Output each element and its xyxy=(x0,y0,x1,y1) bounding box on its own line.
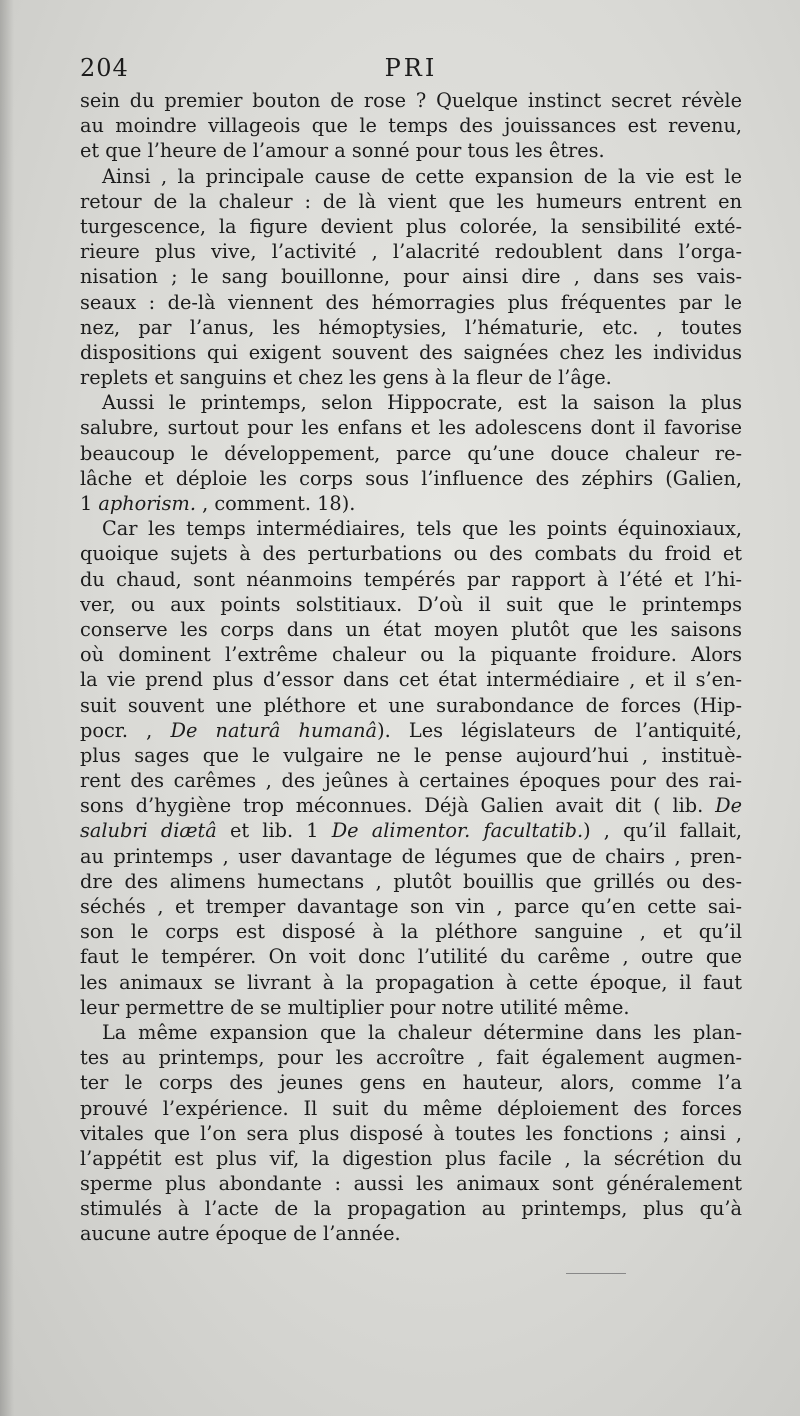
text-line xyxy=(80,793,742,818)
text-line xyxy=(80,264,742,289)
text-segment: , comment. 18). xyxy=(195,492,356,515)
paragraph xyxy=(80,390,742,516)
italic-text: De alimentor. facultatib. xyxy=(331,819,584,843)
text-segment: sein du premier bouton de rose ? Quelque instinct secret révèle xyxy=(80,89,742,112)
text-segment: son le corps est disposé à la pléthore sanguine , et qu’il xyxy=(80,920,742,944)
text-line xyxy=(80,693,742,718)
running-head: PRI xyxy=(384,54,438,82)
text-line xyxy=(80,642,742,667)
text-line xyxy=(80,1121,742,1146)
text-segment: ) , qu’il fallait, xyxy=(583,819,742,843)
text-segment: lâche et déploie les corps sous l’influence des zéphirs (Galien, xyxy=(80,466,742,490)
paragraph xyxy=(80,88,742,164)
text-segment: La même expansion que la chaleur détermine dans les plan- xyxy=(102,1020,742,1044)
italic-text: salubri diætâ xyxy=(80,819,217,843)
text-line xyxy=(80,1221,742,1246)
text-segment: ver, ou aux points solstitiaux. D’où il suit que le printemps xyxy=(80,592,742,616)
text-segment: rent des carêmes , des jeûnes à certaines époques pour des rai- xyxy=(80,769,742,793)
text-line xyxy=(80,919,742,944)
page-header xyxy=(80,54,742,88)
text-segment: salubre, surtout pour les enfans et les adolescens dont il favorise xyxy=(80,416,742,440)
text-segment: nez, par l’anus, les hémoptysies, l’hématurie, etc. , toutes xyxy=(80,315,742,339)
italic-text: De xyxy=(715,794,742,818)
text-segment: suit souvent une pléthore et une surabondance de forces (Hip- xyxy=(80,693,742,717)
paragraph xyxy=(80,1020,742,1247)
text-line xyxy=(80,1045,742,1070)
text-segment: 1 xyxy=(80,492,99,515)
text-line xyxy=(80,1171,742,1196)
text-segment: l’appétit est plus vif, la digestion plus facile , la sécrétion du xyxy=(80,1146,742,1170)
text-line xyxy=(80,592,742,617)
text-line xyxy=(80,466,742,491)
text-line xyxy=(80,567,742,592)
text-segment: au moindre villageois que le temps des jouissances est revenu, xyxy=(80,114,742,138)
text-line xyxy=(80,944,742,969)
text-line xyxy=(80,718,742,743)
paragraph xyxy=(80,164,742,391)
text-line xyxy=(80,290,742,315)
text-segment: sperme plus abondante : aussi les animaux sont généralement xyxy=(80,1172,742,1196)
text-line xyxy=(80,1020,742,1045)
text-segment: beaucoup le développement, parce qu’une douce chaleur re- xyxy=(80,441,742,465)
text-line xyxy=(80,541,742,566)
text-segment: sons d’hygiène trop méconnues. Déjà Galien avait dit ( lib. xyxy=(80,794,716,818)
text-line xyxy=(80,1196,742,1221)
text-segment: la vie prend plus d’essor dans cet état intermédiaire , et il s’en- xyxy=(80,668,742,692)
text-line xyxy=(80,491,742,516)
text-line xyxy=(80,617,742,642)
text-line xyxy=(80,189,742,214)
text-line xyxy=(80,340,742,365)
text-line xyxy=(80,768,742,793)
text-line xyxy=(80,516,742,541)
text-segment: stimulés à l’acte de la propagation au printemps, plus qu’à xyxy=(80,1197,742,1221)
text-line xyxy=(80,214,742,239)
text-segment: dispositions qui exigent souvent des saignées chez les individus xyxy=(80,340,742,364)
page-number: 204 xyxy=(80,54,129,82)
body-text xyxy=(80,88,742,1247)
text-line xyxy=(80,1146,742,1171)
text-line xyxy=(80,1096,742,1121)
text-segment: les animaux se livrant à la propagation à cette époque, il faut xyxy=(80,970,742,994)
text-line xyxy=(80,88,742,113)
text-segment: retour de la chaleur : de là vient que les humeurs entrent en xyxy=(80,189,742,213)
text-line xyxy=(80,970,742,995)
text-line xyxy=(80,1070,742,1095)
text-line xyxy=(80,138,742,163)
text-line xyxy=(80,113,742,138)
text-segment: seaux : de-là viennent des hémorragies plus fréquentes par le xyxy=(80,290,742,314)
text-segment: ter le corps des jeunes gens en hauteur, alors, comme l’a xyxy=(80,1071,742,1095)
italic-text: aphorism. xyxy=(98,492,196,515)
text-segment: dre des alimens humectans , plutôt bouillis que grillés ou des- xyxy=(80,869,742,893)
text-segment: leur permettre de se multiplier pour notre utilité même. xyxy=(80,995,630,1019)
text-line xyxy=(80,390,742,415)
text-segment: Aussi le printemps, selon Hippocrate, est la saison la plus xyxy=(102,391,742,415)
text-segment: séchés , et tremper davantage son vin , parce qu’en cette sai- xyxy=(80,895,742,918)
text-segment: Car les temps intermédiaires, tels que les points équinoxiaux, xyxy=(102,517,742,541)
text-segment: prouvé l’expérience. Il suit du même déploiement des forces xyxy=(80,1096,742,1120)
closing-rule xyxy=(566,1273,626,1274)
text-segment: replets et sanguins et chez les gens à la fleur de l’âge. xyxy=(80,366,612,390)
text-segment: conserve les corps dans un état moyen plutôt que les saisons xyxy=(80,617,742,641)
text-segment: quoique sujets à des perturbations ou des combats du froid et xyxy=(80,542,742,566)
italic-text: De naturâ humanâ xyxy=(170,718,378,742)
text-segment: rieure plus vive, l’activité , l’alacrité redoublent dans l’orga- xyxy=(80,240,742,264)
text-line xyxy=(80,164,742,189)
text-line xyxy=(80,869,742,894)
text-segment: Ainsi , la principale cause de cette expansion de la vie est le xyxy=(102,164,742,188)
text-segment: vitales que l’on sera plus disposé à toutes les fonctions ; ainsi , xyxy=(80,1121,742,1145)
text-line xyxy=(80,995,742,1020)
text-line xyxy=(80,239,742,264)
text-segment: aucune autre époque de l’année. xyxy=(80,1222,401,1246)
text-segment: du chaud, sont néanmoins tempérés par rapport à l’été et l’hi- xyxy=(80,567,742,591)
text-segment: turgescence, la figure devient plus colorée, la sensibilité exté- xyxy=(80,214,742,238)
text-segment: et lib. 1 xyxy=(216,819,332,843)
text-line xyxy=(80,441,742,466)
text-line xyxy=(80,844,742,869)
text-line xyxy=(80,415,742,440)
text-segment: au printemps , user davantage de légumes que de chairs , pren- xyxy=(80,844,742,868)
text-segment: ). Les législateurs de l’antiquité, xyxy=(377,718,742,742)
text-segment: faut le tempérer. On voit donc l’utilité du carême , outre que xyxy=(80,945,742,969)
text-line xyxy=(80,743,742,768)
text-line xyxy=(80,315,742,340)
text-line xyxy=(80,818,742,843)
text-line xyxy=(80,894,742,919)
text-line xyxy=(80,365,742,390)
text-segment: où dominent l’extrême chaleur ou la piquante froidure. Alors xyxy=(80,643,742,667)
text-segment: nisation ; le sang bouillonne, pour ainsi dire , dans ses vais- xyxy=(80,265,742,289)
text-line xyxy=(80,667,742,692)
text-segment: pocr. , xyxy=(80,718,171,742)
paragraph xyxy=(80,516,742,1020)
text-segment: plus sages que le vulgaire ne le pense aujourd’hui , instituè- xyxy=(80,743,742,767)
text-segment: tes au printemps, pour les accroître , fait également augmen- xyxy=(80,1046,742,1070)
text-segment: et que l’heure de l’amour a sonné pour tous les êtres. xyxy=(80,139,605,163)
